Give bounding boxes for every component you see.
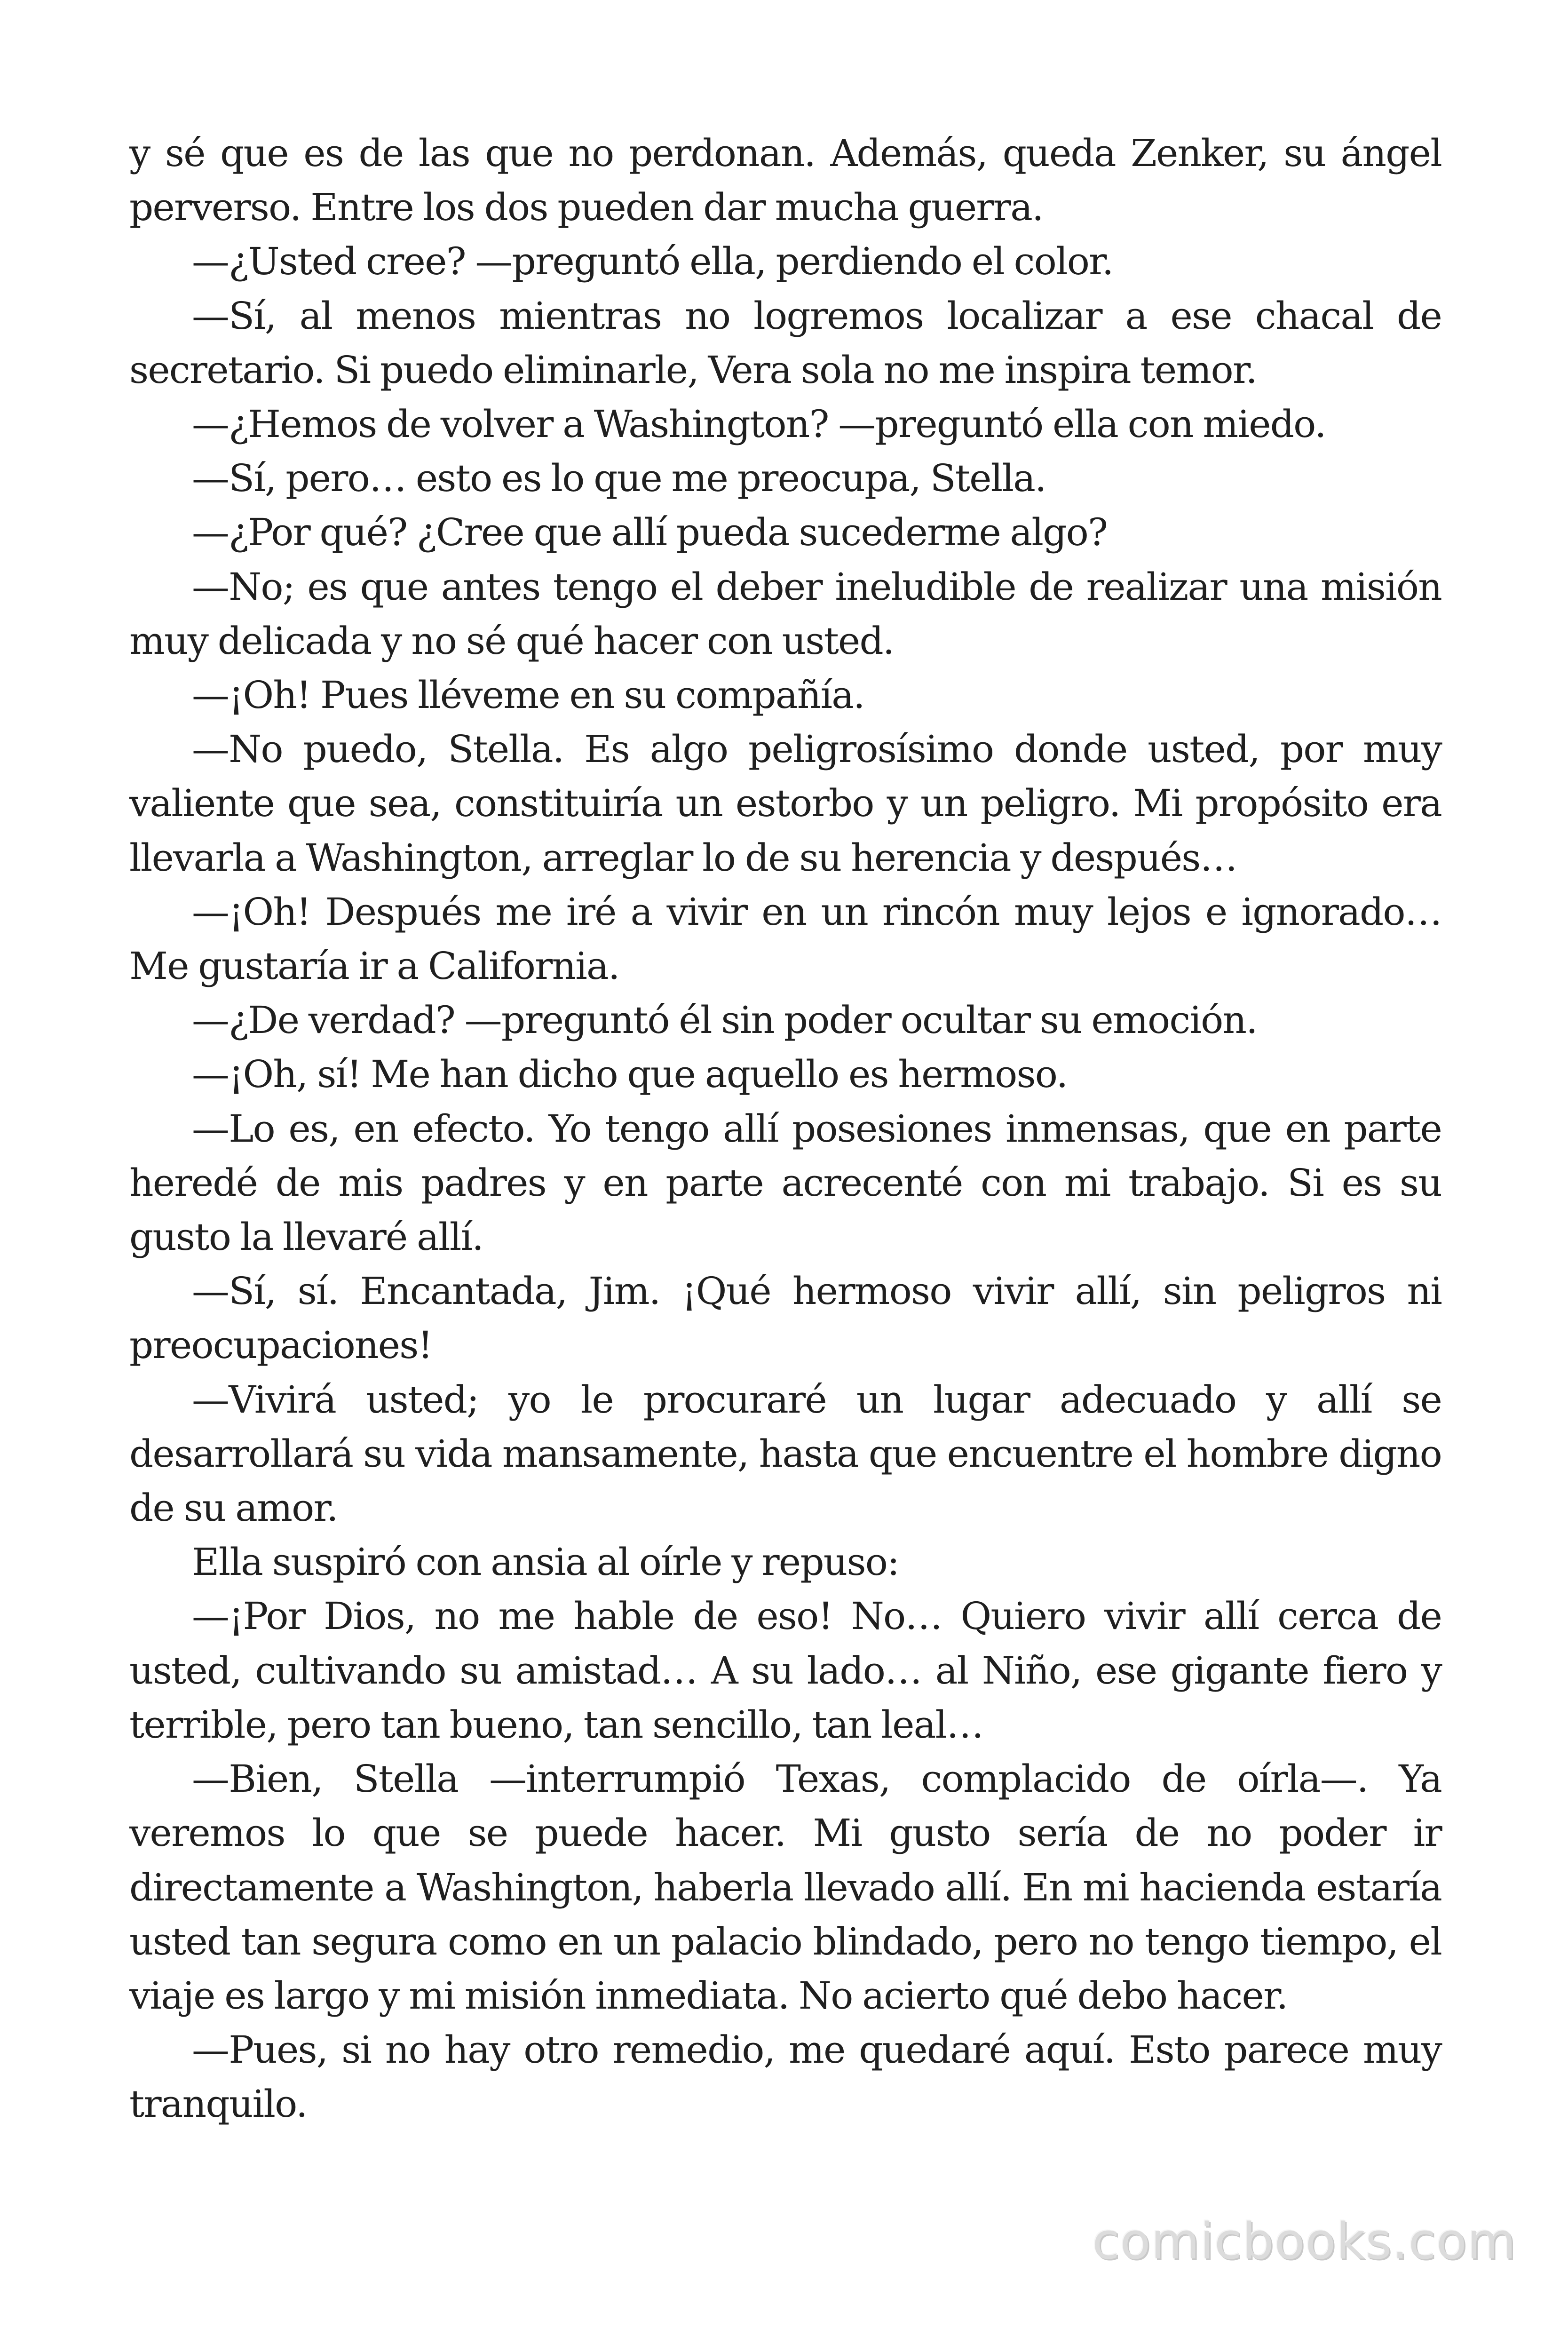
paragraph-continuation: y sé que es de las que no perdonan. Además, queda Zenker, su ángel perverso. Entre los dos pueden dar mucha guerra. — [129, 131, 1441, 230]
watermark: comicbooks.com — [1092, 2212, 1516, 2270]
paragraph-dialogue: —No puedo, Stella. Es algo peligrosísimo donde usted, por muy valiente que sea, constituiría un estorbo y un peligro. Mi propósito era llevarla a Washington, arreglar lo de su herencia y después… — [129, 727, 1441, 880]
paragraph-dialogue: —No; es que antes tengo el deber ineludible de realizar una misión muy delicada y no sé qué hacer con usted. — [129, 564, 1441, 663]
paragraph-dialogue: —Sí, sí. Encantada, Jim. ¡Qué hermoso vivir allí, sin peligros ni preocupaciones! — [129, 1269, 1441, 1367]
paragraph-dialogue: —¡Por Dios, no me hable de eso! No… Quiero vivir allí cerca de usted, cultivando su amistad… A su lado… al Niño, ese gigante fiero y terrible, pero tan bueno, tan sencillo, tan leal… — [129, 1594, 1441, 1747]
paragraph-dialogue: —Bien, Stella —interrumpió Texas, complacido de oírla—. Ya veremos lo que se puede hacer. Mi gusto sería de no poder ir directamente a Washington, haberla llevado allí. En mi hacienda estaría usted tan segura como en un palacio blindado, pero no tengo tiempo, el viaje es largo y mi misión inmediata. No acierto qué debo hacer. — [129, 1757, 1441, 2018]
paragraph-dialogue: —Sí, al menos mientras no logremos localizar a ese chacal de secretario. Si puedo eliminarle, Vera sola no me inspira temor. — [129, 294, 1441, 392]
body-text — [129, 126, 1441, 2131]
paragraph-dialogue: —¿Hemos de volver a Washington? —preguntó ella con miedo. — [192, 402, 1326, 446]
paragraph-narration: Ella suspiró con ansia al oírle y repuso: — [192, 1540, 899, 1584]
paragraph-dialogue: —¿Por qué? ¿Cree que allí pueda sucederme algo? — [192, 510, 1108, 555]
paragraph-dialogue: —Sí, pero… esto es lo que me preocupa, Stella. — [192, 456, 1046, 501]
paragraph-dialogue: —¿De verdad? —preguntó él sin poder ocultar su emoción. — [192, 998, 1257, 1042]
paragraph-dialogue: —Lo es, en efecto. Yo tengo allí posesiones inmensas, que en parte heredé de mis padres y en parte acrecenté con mi trabajo. Si es su gusto la llevaré allí. — [129, 1106, 1441, 1259]
paragraph-dialogue: —¡Oh, sí! Me han dicho que aquello es hermoso. — [192, 1052, 1068, 1097]
paragraph-dialogue: —¿Usted cree? —preguntó ella, perdiendo el color. — [192, 239, 1113, 284]
paragraph-dialogue: —Vivirá usted; yo le procuraré un lugar adecuado y allí se desarrollará su vida mansamente, hasta que encuentre el hombre digno de su amor. — [129, 1377, 1441, 1530]
paragraph-dialogue: —¡Oh! Pues lléveme en su compañía. — [192, 673, 864, 717]
paragraph-dialogue: —Pues, si no hay otro remedio, me quedaré aquí. Esto parece muy tranquilo. — [129, 2028, 1441, 2126]
paragraph-dialogue: —¡Oh! Después me iré a vivir en un rincón muy lejos e ignorado… Me gustaría ir a California. — [129, 890, 1441, 988]
